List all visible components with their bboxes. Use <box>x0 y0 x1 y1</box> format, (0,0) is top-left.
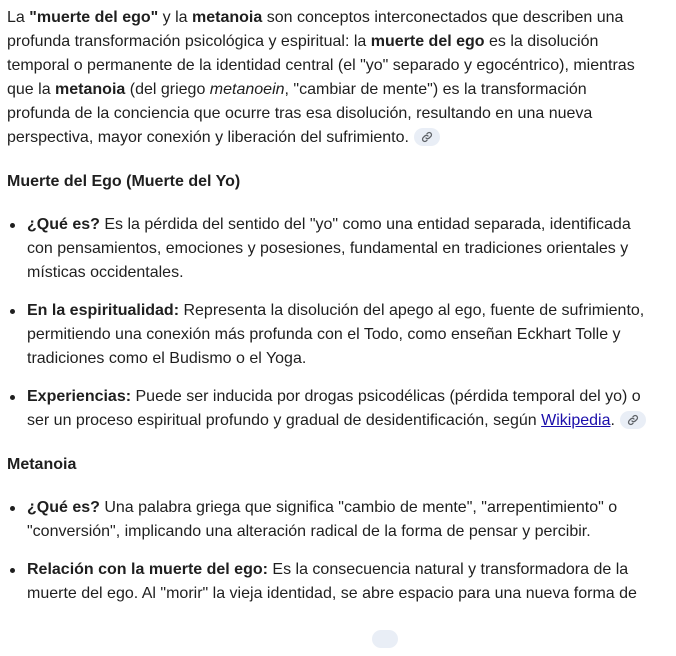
intro-text-4: es la disolución temporal o permanente de la identidad central (el "yo" separado y egocéntrico), mientras que la <box>7 33 635 98</box>
item-text: Es la pérdida del sentido del "yo" como una entidad separada, identificada con pensamientos, emociones y posesiones, fundamental en tradiciones orientales y místicas occidentales. <box>27 216 631 281</box>
intro-bold-muerte-ego: muerte del ego <box>370 33 485 50</box>
item-label: En la espiritualidad: <box>27 302 180 319</box>
intro-text-2: y la <box>158 9 193 26</box>
link-icon <box>421 131 433 143</box>
source-link-chip[interactable] <box>620 411 646 429</box>
intro-bold-muerte-ego-quoted: "muerte del ego" <box>29 9 159 26</box>
list-item <box>7 496 647 544</box>
answer-content <box>7 6 647 620</box>
intro-text-3: son conceptos interconectados que describen una profunda transformación psicológica y espiritual: la <box>7 9 624 50</box>
list-item <box>7 385 647 433</box>
intro-text-6: , "cambiar de mente") es la transformación profunda de la conciencia que ocurre tras esa disolución, resultando en una nueva perspectiva, mayor conexión y liberación del sufrimiento. <box>7 81 593 146</box>
intro-italic-metanoein: metanoein <box>209 81 285 98</box>
item-text: Puede ser inducida por drogas psicodélicas (pérdida temporal del yo) o ser un proceso espiritual profundo y gradual de desidentificación, según <box>27 388 641 429</box>
metanoia-list <box>7 496 647 606</box>
source-link-chip[interactable] <box>414 128 440 146</box>
item-text: Es la consecuencia natural y transformadora de la muerte del ego. Al "morir" la vieja identidad, se abre espacio para una nueva forma de <box>27 561 637 602</box>
item-text: Representa la disolución del apego al ego, fuente de sufrimiento, permitiendo una conexión más profunda con el Todo, como enseñan Eckhart Tolle y tradiciones como el Budismo o el Yoga. <box>27 302 645 367</box>
list-item <box>7 213 647 285</box>
item-label: ¿Qué es? <box>27 216 100 233</box>
wikipedia-link[interactable]: Wikipedia <box>541 412 611 429</box>
item-text: Una palabra griega que significa "cambio de mente", "arrepentimiento" o "conversión", implicando una alteración radical de la forma de pensar y percibir. <box>27 499 618 540</box>
list-item <box>7 558 647 606</box>
item-label: Relación con la muerte del ego: <box>27 561 268 578</box>
intro-paragraph <box>7 6 647 150</box>
intro-text-5: (del griego <box>125 81 210 98</box>
source-link-chip-partial[interactable] <box>372 630 398 648</box>
intro-text-1: La <box>7 9 30 26</box>
intro-bold-metanoia-2: metanoia <box>55 81 126 98</box>
section-heading-ego: Muerte del Ego (Muerte del Yo) <box>7 173 241 190</box>
link-icon <box>627 414 639 426</box>
intro-bold-metanoia: metanoia <box>192 9 263 26</box>
item-text-after: . <box>610 412 615 429</box>
item-label: Experiencias: <box>27 388 132 405</box>
list-item <box>7 299 647 371</box>
ego-list <box>7 213 647 433</box>
scroll-fade <box>0 630 676 656</box>
item-label: ¿Qué es? <box>27 499 100 516</box>
section-heading-metanoia: Metanoia <box>7 456 77 473</box>
